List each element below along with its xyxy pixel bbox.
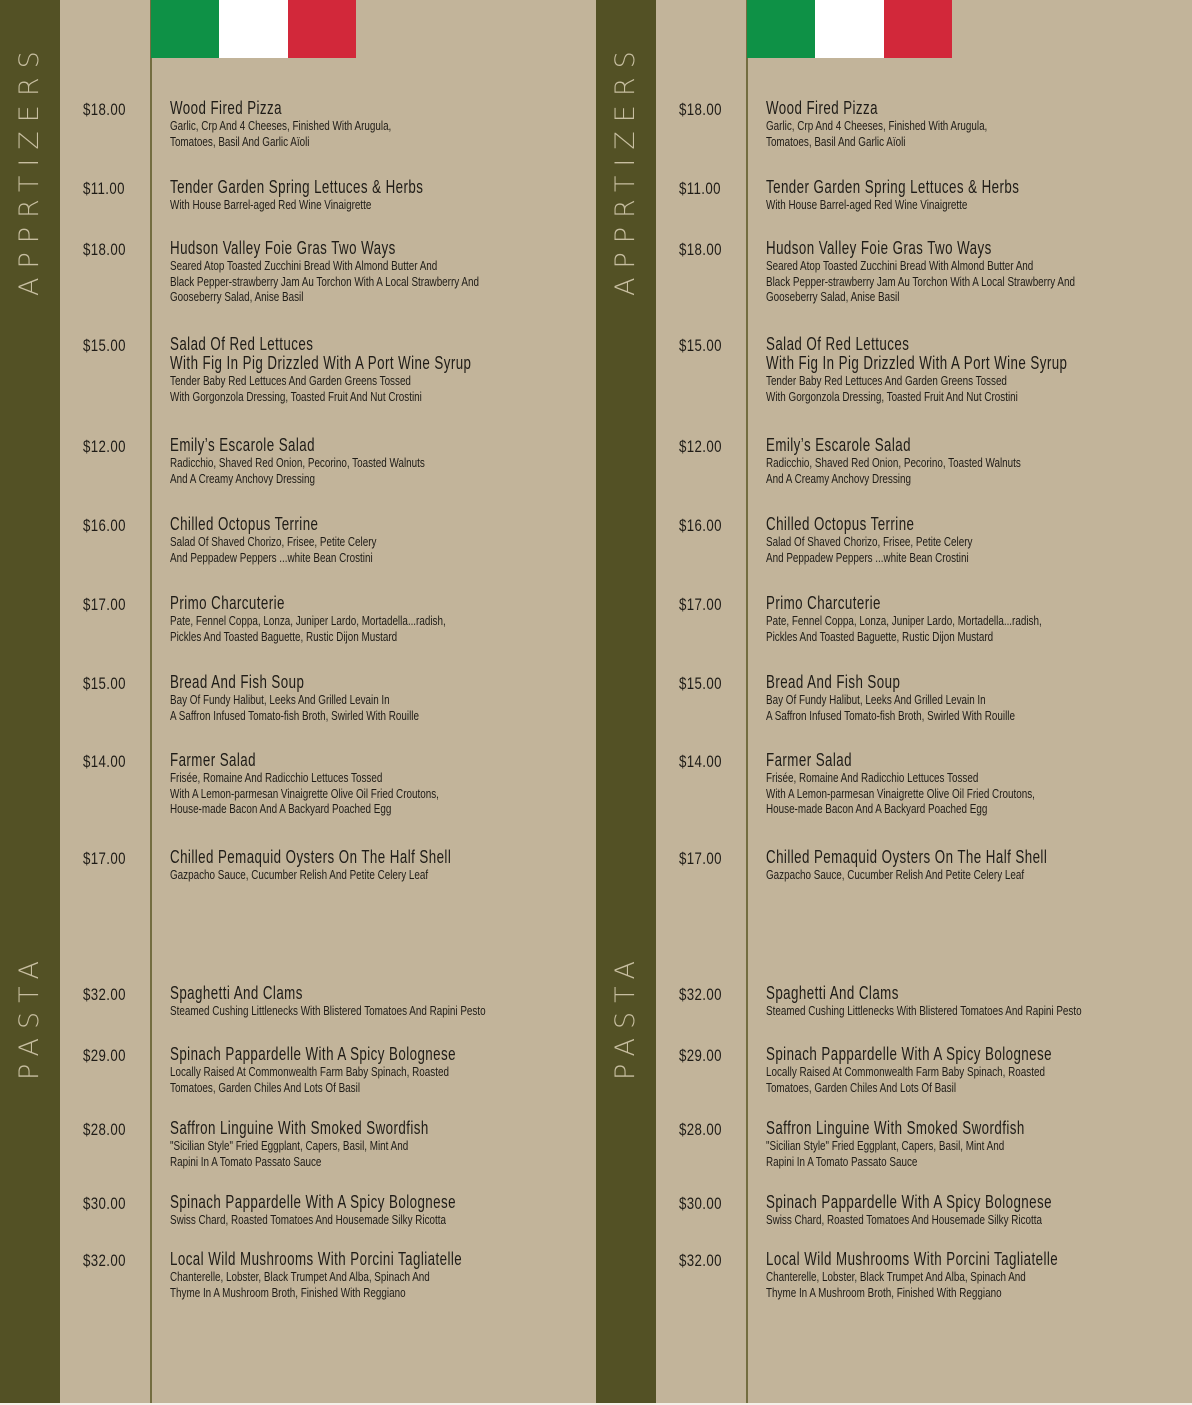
item-description-line: With House Barrel-aged Red Wine Vinaigrette [766,197,968,212]
item-title: Hudson Valley Foie Gras Two Ways [766,238,992,258]
item-description-line: Tomatoes, Basil And Garlic Aïoli [766,133,906,149]
item-description [766,1063,1192,1096]
item-description-line: Locally Raised At Commonwealth Farm Baby Spinach, Roasted [170,1064,449,1079]
item-title: Farmer Salad [170,750,257,770]
section-label-appetizers: APPRTIZERS [610,42,641,296]
item-price: $32.00 [83,1251,126,1270]
item-price: $28.00 [83,1120,126,1139]
item-description-line: Bay Of Fundy Halibut, Leeks And Grilled Levain In [766,692,986,707]
item-description-line: Rapini In A Tomato Passato Sauce [170,1153,322,1169]
item-title: Spinach Pappardelle With A Spicy Bolognese [766,1044,1052,1064]
item-body [766,1120,1192,1170]
item-title: Saffron Linguine With Smoked Swordfish [170,1118,429,1138]
section-label-appetizers: APPRTIZERS [14,42,45,296]
item-price: $15.00 [679,336,722,355]
item-description [766,1137,1192,1170]
item-description-line: Pickles And Toasted Baguette, Rustic Dijon Mustard [170,628,398,644]
item-price: $16.00 [83,516,126,535]
item-description-line: With Gorgonzola Dressing, Toasted Fruit And Nut Crostini [766,388,1018,404]
item-description-line: With A Lemon-parmesan Vinaigrette Olive Oil Fried Croutons, [170,785,439,801]
section-label-pasta: PASTA [610,951,641,1080]
item-description-line: Chanterelle, Lobster, Black Trumpet And Alba, Spinach And [170,1269,430,1284]
item-description-line: Frisée, Romaine And Radicchio Lettuces Tossed [170,770,383,785]
item-description [766,533,1192,566]
item-description-line: Garlic, Crp And 4 Cheeses, Finished With Arugula, [766,118,988,133]
flag-white-stripe [219,0,287,58]
item-title: Bread And Fish Soup [766,672,901,692]
item-description-line: Gooseberry Salad, Anise Basil [170,289,304,304]
item-description-line: House-made Bacon And A Backyard Poached Egg [170,801,392,816]
item-description-line: Chanterelle, Lobster, Black Trumpet And Alba, Spinach And [766,1269,1026,1284]
item-title: Local Wild Mushrooms With Porcini Tagliatelle [170,1249,463,1269]
item-title: Saffron Linguine With Smoked Swordfish [766,1118,1025,1138]
item-body [766,849,1192,884]
item-price: $30.00 [83,1194,126,1213]
item-title: Spaghetti And Clams [170,983,303,1003]
item-title: Emily’s Escarole Salad [170,435,316,455]
item-title: Salad Of Red Lettuces [170,334,314,354]
item-description-line: Tomatoes, Garden Chiles And Lots Of Basil [170,1079,361,1095]
item-title: Primo Charcuterie [170,593,285,613]
item-description-line: Swiss Chard, Roasted Tomatoes And Housemade Silky Ricotta [170,1212,447,1227]
flag-green-stripe [747,0,815,58]
section-label-pasta: PASTA [14,951,45,1080]
item-title: Hudson Valley Foie Gras Two Ways [170,238,396,258]
item-description-line: Steamed Cushing Littlenecks With Blistered Tomatoes And Rapini Pesto [170,1003,486,1018]
item-description-line: And Peppadew Peppers ...white Bean Crostini [766,549,969,565]
item-price: $17.00 [83,595,126,614]
item-body [766,674,1192,724]
item-description [766,454,1192,487]
item-price: $30.00 [679,1194,722,1213]
item-description-line: Black Pepper-strawberry Jam Au Torchon With A Local Strawberry And [170,273,479,289]
item-title: Spinach Pappardelle With A Spicy Bolognese [170,1044,456,1064]
item-body [766,336,1192,405]
item-description-line: A Saffron Infused Tomato-fish Broth, Swirled With Rouille [766,707,1015,723]
item-description-line: Radicchio, Shaved Red Onion, Pecorino, Toasted Walnuts [766,455,1021,470]
item-description-line: Bay Of Fundy Halibut, Leeks And Grilled Levain In [170,692,390,707]
flag-white-stripe [815,0,883,58]
item-description-line: With A Lemon-parmesan Vinaigrette Olive Oil Fried Croutons, [766,785,1035,801]
item-description-line: Tomatoes, Garden Chiles And Lots Of Basil [766,1079,957,1095]
item-title: Chilled Pemaquid Oysters On The Half Shell [170,847,452,867]
item-description-line: Gazpacho Sauce, Cucumber Relish And Petite Celery Leaf [766,867,1025,882]
item-description-line: Tomatoes, Basil And Garlic Aïoli [170,133,310,149]
item-description-line: "Sicilian Style" Fried Eggplant, Capers, Basil, Mint And [766,1138,1005,1153]
item-subtitle: With Fig In Pig Drizzled With A Port Wine Syrup [170,353,472,373]
item-price: $29.00 [679,1046,722,1065]
item-description-line: Gooseberry Salad, Anise Basil [766,289,900,304]
column-divider [746,0,748,1405]
item-description-line: Salad Of Shaved Chorizo, Frisee, Petite Celery [766,534,973,549]
item-price: $15.00 [83,336,126,355]
item-body [766,240,1192,306]
item-description-line: Pate, Fennel Coppa, Lonza, Juniper Lardo, Mortadella...radish, [170,613,446,628]
flag-red-stripe [884,0,952,58]
item-title: Spinach Pappardelle With A Spicy Bolognese [766,1192,1052,1212]
item-description-line: Locally Raised At Commonwealth Farm Baby Spinach, Roasted [766,1064,1045,1079]
item-body [766,179,1192,214]
item-price: $17.00 [83,849,126,868]
item-price: $17.00 [679,849,722,868]
item-price: $18.00 [679,100,722,119]
item-description [766,372,1192,405]
item-description-line: A Saffron Infused Tomato-fish Broth, Swirled With Rouille [170,707,419,723]
item-title: Spinach Pappardelle With A Spicy Bolognese [170,1192,456,1212]
item-body [766,1194,1192,1229]
item-title: Bread And Fish Soup [170,672,305,692]
item-description-line: "Sicilian Style" Fried Eggplant, Capers, Basil, Mint And [170,1138,409,1153]
item-description-line: Seared Atop Toasted Zucchini Bread With Almond Butter And [766,258,1034,273]
column-divider [150,0,152,1405]
item-title: Tender Garden Spring Lettuces & Herbs [766,177,1020,197]
item-price: $32.00 [679,1251,722,1270]
item-description [766,612,1192,645]
item-body [766,595,1192,645]
item-description-line: Seared Atop Toasted Zucchini Bread With Almond Butter And [170,258,438,273]
item-description [766,117,1192,150]
flag-green-stripe [151,0,219,58]
item-subtitle: With Fig In Pig Drizzled With A Port Wine Syrup [766,353,1068,373]
item-description-line: Swiss Chard, Roasted Tomatoes And Housemade Silky Ricotta [766,1212,1043,1227]
item-title: Wood Fired Pizza [766,98,878,118]
item-description [766,1002,1192,1020]
italian-flag-icon [747,0,952,58]
item-description [766,769,1192,818]
item-title: Tender Garden Spring Lettuces & Herbs [170,177,424,197]
item-description-line: Thyme In A Mushroom Broth, Finished With Reggiano [170,1284,406,1300]
item-price: $11.00 [83,179,125,198]
item-body [766,1251,1192,1301]
item-title: Primo Charcuterie [766,593,881,613]
item-price: $15.00 [83,674,126,693]
item-description-line: Rapini In A Tomato Passato Sauce [766,1153,918,1169]
item-title: Chilled Pemaquid Oysters On The Half Shell [766,847,1048,867]
item-price: $17.00 [679,595,722,614]
item-price: $32.00 [679,985,722,1004]
item-description-line: Tender Baby Red Lettuces And Garden Greens Tossed [170,373,411,388]
item-description-line: Frisée, Romaine And Radicchio Lettuces Tossed [766,770,979,785]
item-description-line: And Peppadew Peppers ...white Bean Crostini [170,549,373,565]
item-title: Chilled Octopus Terrine [170,514,319,534]
item-description [766,1268,1192,1301]
item-description-line: And A Creamy Anchovy Dressing [170,470,315,486]
item-body [766,100,1192,150]
item-description-line: And A Creamy Anchovy Dressing [766,470,911,486]
item-description-line: House-made Bacon And A Backyard Poached Egg [766,801,988,816]
item-description-line: Pate, Fennel Coppa, Lonza, Juniper Lardo, Mortadella...radish, [766,613,1042,628]
item-description-line: With Gorgonzola Dressing, Toasted Fruit And Nut Crostini [170,388,422,404]
item-price: $18.00 [83,100,126,119]
flag-red-stripe [288,0,356,58]
item-title: Local Wild Mushrooms With Porcini Tagliatelle [766,1249,1059,1269]
item-description-line: Steamed Cushing Littlenecks With Blistered Tomatoes And Rapini Pesto [766,1003,1082,1018]
item-price: $12.00 [679,437,722,456]
italian-flag-icon [151,0,356,58]
item-description-line: Black Pepper-strawberry Jam Au Torchon With A Local Strawberry And [766,273,1075,289]
item-price: $18.00 [679,240,722,259]
item-description-line: Salad Of Shaved Chorizo, Frisee, Petite Celery [170,534,377,549]
item-body [766,437,1192,487]
item-title: Salad Of Red Lettuces [766,334,910,354]
item-price: $14.00 [83,752,126,771]
item-price: $14.00 [679,752,722,771]
item-price: $32.00 [83,985,126,1004]
menu-panel-1 [0,0,596,1403]
item-price: $18.00 [83,240,126,259]
item-description [766,691,1192,724]
item-price: $29.00 [83,1046,126,1065]
item-description [766,1211,1192,1229]
item-description [766,257,1192,306]
item-price: $28.00 [679,1120,722,1139]
item-description-line: Garlic, Crp And 4 Cheeses, Finished With Arugula, [170,118,392,133]
item-description-line: Gazpacho Sauce, Cucumber Relish And Petite Celery Leaf [170,867,429,882]
item-description [766,196,1192,214]
item-description-line: Tender Baby Red Lettuces And Garden Greens Tossed [766,373,1007,388]
item-price: $15.00 [679,674,722,693]
item-description-line: Radicchio, Shaved Red Onion, Pecorino, Toasted Walnuts [170,455,425,470]
item-description [766,866,1192,884]
item-body [766,985,1192,1020]
item-body [766,1046,1192,1096]
item-price: $16.00 [679,516,722,535]
item-title: Chilled Octopus Terrine [766,514,915,534]
item-title: Emily’s Escarole Salad [766,435,912,455]
item-description-line: Pickles And Toasted Baguette, Rustic Dijon Mustard [766,628,994,644]
item-description-line: Thyme In A Mushroom Broth, Finished With Reggiano [766,1284,1002,1300]
item-price: $11.00 [679,179,721,198]
item-body [766,516,1192,566]
item-title: Farmer Salad [766,750,853,770]
menu-panel-2 [596,0,1192,1403]
item-description-line: With House Barrel-aged Red Wine Vinaigrette [170,197,372,212]
item-body [766,752,1192,818]
item-title: Wood Fired Pizza [170,98,282,118]
item-title: Spaghetti And Clams [766,983,899,1003]
item-price: $12.00 [83,437,126,456]
